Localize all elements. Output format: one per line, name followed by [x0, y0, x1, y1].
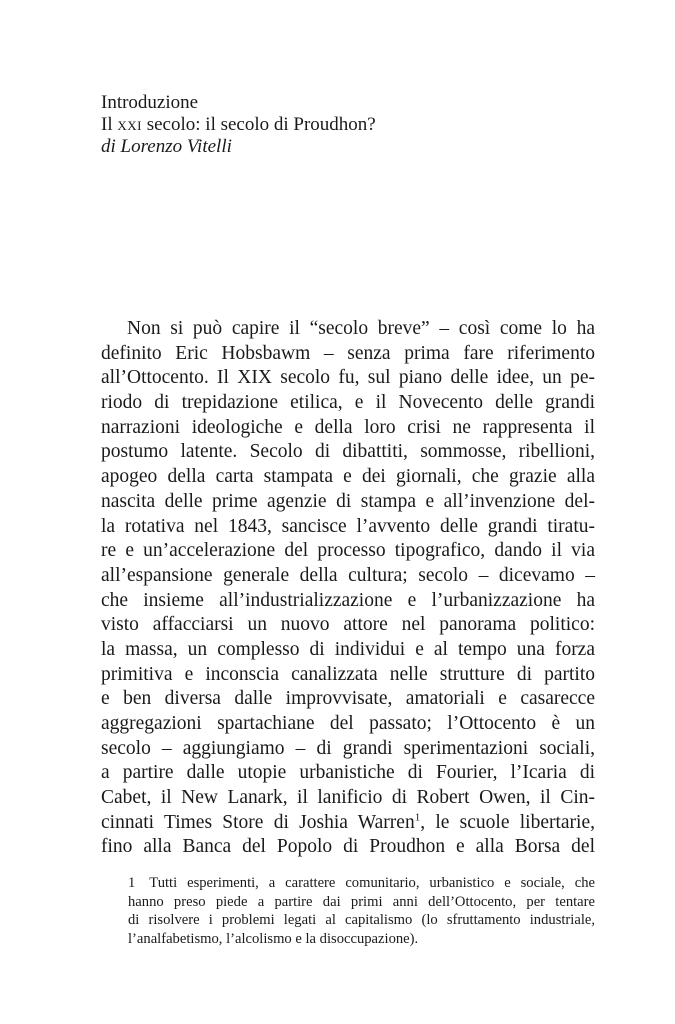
body-line: postumo latente. Secolo di dibattiti, sommosse, ribellioni,	[101, 441, 595, 463]
footnote-reference[interactable]: 1	[414, 811, 421, 824]
body-line: Non si può capire il “secolo breve” – così come lo ha	[127, 318, 595, 339]
body-line: la massa, un complesso di individui e al tempo una forza	[101, 638, 595, 660]
body-line: all’Ottocento. Il XIX secolo fu, sul piano delle idee, un pe-	[101, 367, 595, 389]
chapter-title-post: secolo: il secolo di Proudhon?	[141, 114, 376, 135]
chapter-title	[101, 114, 581, 136]
footnote-number: 1	[128, 875, 136, 891]
body-line: nascita delle prime agenzie di stampa e all’invenzione del-	[101, 490, 595, 512]
footnotes	[101, 874, 595, 948]
footnote-line: di risolvere i problemi legati al capitalismo (lo sfruttamento industriale,	[128, 912, 595, 929]
body-line: che insieme all’industrializzazione e l’urbanizzazione ha	[101, 589, 595, 611]
footnote-text: Tutti esperimenti, a carattere comunitario, urbanistico e sociale, che	[149, 875, 595, 891]
chapter-heading	[101, 92, 581, 158]
body-line: secolo – aggiungiamo – di grandi sperimentazioni sociali,	[101, 737, 595, 759]
body-line: visto affacciarsi un nuovo attore nel panorama politico:	[101, 614, 595, 636]
body-paragraph	[101, 317, 595, 860]
footnote-line: hanno preso piede a partire dai primi anni dell’Ottocento, per tentare	[128, 893, 595, 910]
body-line: narrazioni ideologiche e della loro crisi ne rappresenta il	[101, 416, 595, 438]
body-line: e ben diversa dalle improvvisate, amatoriali e casarecce	[101, 688, 595, 710]
footnote-line	[101, 874, 595, 893]
chapter-title-century: xxi	[117, 114, 142, 135]
body-line: apogeo della carta stampata e dei giornali, che grazie alla	[101, 466, 595, 488]
body-line-with-note	[101, 811, 595, 836]
section-label: Introduzione	[101, 92, 199, 113]
body-line: definito Eric Hobsbawm – senza prima fare riferimento	[101, 342, 595, 364]
chapter-title-pre: Il	[101, 114, 118, 135]
body-line-part: , le scuole libertarie,	[420, 811, 596, 833]
body-line: primitiva e inconscia canalizzata nelle strutture di partito	[101, 663, 595, 685]
body-line: riodo di trepidazione etilica, e il Novecento delle grandi	[101, 392, 595, 414]
body-line: aggregazioni spartachiane del passato; l’Ottocento è un	[101, 713, 595, 734]
body-line: Cabet, il New Lanark, il lanificio di Robert Owen, il Cin-	[101, 787, 595, 809]
footnote-line: l’analfabetismo, l’alcolismo e la disoccupazione).	[128, 930, 419, 947]
body-line-part: cinnati Times Store di Joshia Warren	[101, 811, 415, 833]
body-line: fino alla Banca del Popolo di Proudhon e alla Borsa del	[101, 836, 595, 858]
body-line: la rotativa nel 1843, sancisce l’avvento delle grandi tiratu-	[101, 515, 595, 537]
chapter-author: di Lorenzo Vitelli	[101, 136, 232, 157]
body-line: all’espansione generale della cultura; secolo – dicevamo –	[101, 564, 595, 586]
body-line: re e un’accelerazione del processo tipografico, dando il via	[101, 540, 595, 562]
body-line: a partire dalle utopie urbanistiche di Fourier, l’Icaria di	[101, 762, 595, 784]
